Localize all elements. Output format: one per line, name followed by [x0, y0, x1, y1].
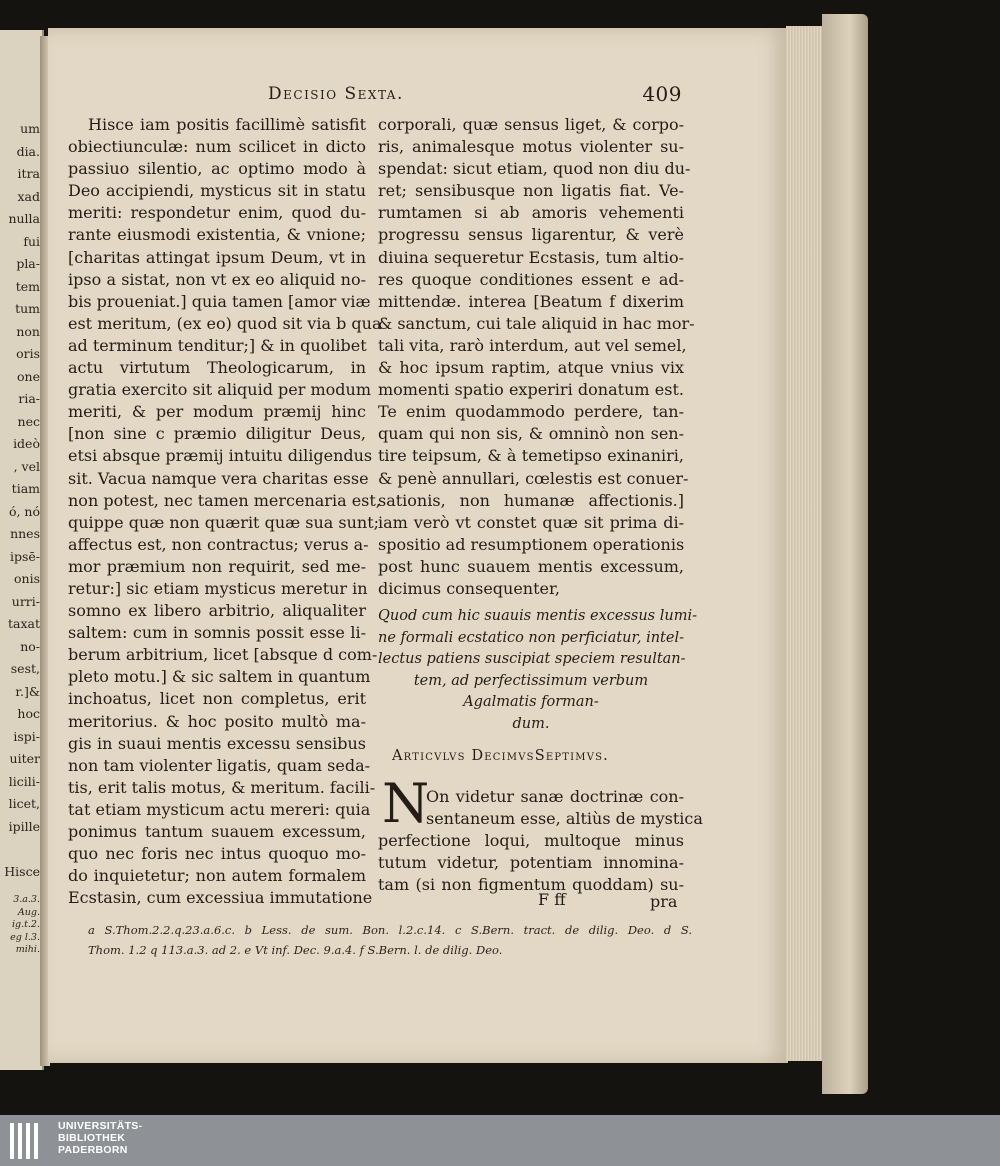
left-page-note-fragments — [0, 894, 40, 957]
left-fragment-line: nulla — [8, 211, 40, 226]
left-fragment-line: ria- — [18, 391, 40, 406]
left-fragment-line: tiam — [11, 481, 40, 496]
left-column-line: gis in suaui mentis excessu sensibus — [68, 733, 366, 753]
left-column-line: meriti, & per modum præmij hinc — [68, 402, 366, 422]
thesis-line: Agalmatis forman- — [463, 694, 599, 711]
left-fragment-note: mihi. — [15, 944, 40, 955]
left-fragment-line: licet, — [8, 796, 40, 811]
left-column-line: Ecstasin, cum excessiua immutatione — [68, 888, 373, 908]
left-column-line: gratia exercito sit aliquid per modum — [68, 380, 372, 400]
left-fragment-line: , vel — [13, 458, 40, 474]
left-column-line: retur:] sic etiam mysticus meretur in — [68, 578, 368, 598]
page-block-edges — [786, 26, 826, 1061]
left-column-line: est meritum, (ex eo) quod sit via b qua — [68, 313, 382, 333]
thesis-line: ne formali ecstatico non perficiatur, intel- — [378, 629, 684, 646]
left-page-edge — [0, 30, 44, 1070]
left-column-line: tis, erit talis motus, & meritum. facili- — [68, 777, 376, 797]
left-fragment-note: Aug. — [17, 906, 40, 918]
library-logo-text — [58, 1120, 142, 1156]
right-text-column — [378, 114, 695, 600]
left-fragment-line: non — [16, 323, 40, 339]
left-fragment-line: tum — [15, 301, 40, 316]
left-column-line: do inquietetur; non autem formalem — [68, 866, 366, 886]
left-column-line: berum arbitrium, licet [absque d com- — [68, 645, 378, 665]
left-fragment-line: oris — [16, 346, 40, 361]
left-fragment-line: no- — [20, 638, 40, 654]
left-fragment-line: nnes — [10, 526, 40, 541]
left-column-line: inchoatus, licet non completus, erit — [68, 689, 366, 709]
right-column-line: & hoc ipsum raptim, atque vnius vix — [378, 358, 684, 378]
left-column-line: Hisce iam positis facillimè satisfit — [88, 115, 366, 134]
left-fragment-line: dia. — [16, 143, 40, 159]
left-fragment-line — [0, 838, 40, 861]
right-column-line: Te enim quodammodo perdere, tan- — [378, 402, 684, 422]
left-fragment-line: xad — [17, 188, 40, 204]
left-column-line: ad terminum tenditur;] & in quolibet — [68, 335, 367, 355]
left-fragment-line: fui — [23, 233, 40, 249]
thesis-line: Quod cum hic suauis mentis excessus lumi- — [378, 608, 697, 624]
left-column-line: meriti: respondetur enim, quod du- — [68, 203, 366, 223]
left-column-line: meritorius. & hoc posito multò ma- — [68, 711, 366, 731]
left-column-line: [non sine c præmio diligitur Deus, — [68, 424, 366, 444]
right-column-line: dicimus consequenter, — [378, 578, 560, 598]
left-column-line: pleto motu.] & sic saltem in quantum — [68, 667, 371, 687]
left-fragment-line: ideò — [13, 436, 40, 451]
running-title: Decisio Sexta. — [268, 84, 404, 104]
left-column-line: etsi absque præmij intuitu diligendus — [68, 446, 373, 466]
left-fragment-line: uiter — [9, 751, 40, 766]
left-fragment-line: ispi- — [13, 728, 40, 744]
right-column-line: rumtamen si ab amoris vehementi — [378, 203, 684, 223]
left-column-line: non potest, nec tamen mercenaria est, — [68, 490, 381, 510]
left-fragment-line: pla- — [16, 256, 40, 271]
left-column-line: mor præmium non requirit, sed me- — [68, 556, 366, 576]
right-column-line: spositio ad resumptionem operationis — [378, 534, 685, 554]
footnote-line: Thom. 1.2 q 113.a.3. ad 2. e Vt inf. Dec. 9.a.4. f S.Bern. l. de dilig. Deo. — [88, 943, 503, 957]
right-column-line: spendat: sicut etiam, quod non diu du- — [378, 159, 691, 179]
left-column-line: [charitas attingat ipsum Deum, vt in — [68, 247, 366, 267]
left-fragment-line: taxat — [7, 616, 40, 631]
left-fragment-note: ig.t.2. — [11, 919, 40, 930]
logo-line-3: PADERBORN — [58, 1144, 128, 1156]
catchword: pra — [650, 892, 678, 911]
left-fragment-line: Hisce — [4, 863, 40, 879]
drop-capital: N — [382, 772, 430, 835]
right-column-line: mittendæ. interea [Beatum f dixerim — [378, 291, 684, 311]
right-column-line: tire teipsum, & à temetipso exinaniri, — [378, 446, 684, 466]
thesis-line: dum. — [512, 715, 550, 732]
left-page-fragments — [0, 118, 40, 883]
left-fragment-line: r.]& — [15, 683, 40, 699]
left-column-line: somno ex libero arbitrio, aliqualiter — [68, 601, 366, 621]
left-fragment-line: um — [20, 121, 40, 136]
left-column-line: sit. Vacua namque vera charitas esse — [68, 468, 369, 488]
article-line: tutum videtur, potentiam innomina- — [378, 853, 684, 873]
left-column-line: saltem: cum in somnis possit esse li- — [68, 623, 366, 643]
right-column-line: momenti spatio experiri donatum est. — [378, 380, 684, 400]
left-fragment-line: onis — [14, 571, 40, 586]
left-column-line: bis proueniat.] quia tamen [amor viæ — [68, 291, 371, 311]
left-fragment-line: ipille — [8, 818, 40, 834]
right-column-line: corporali, quæ sensus liget, & corpo- — [378, 115, 684, 134]
left-fragment-line: tem — [15, 278, 40, 294]
article-line: On videtur sanæ doctrinæ con- — [426, 787, 684, 806]
article-line: perfectione loqui, multoque minus — [378, 831, 684, 851]
left-fragment-note: eg l.3. — [10, 931, 40, 943]
footnote-line: a S.Thom.2.2.q.23.a.6.c. b Less. de sum. Bon. l.2.c.14. c S.Bern. tract. de dilig. Deo. d S. — [88, 923, 692, 937]
left-fragment-line: urri- — [11, 593, 40, 609]
left-column-line: non tam violenter ligatis, quam seda- — [68, 755, 371, 775]
left-fragment-note: 3.a.3. — [13, 894, 40, 905]
right-column-line: & penè annullari, cœlestis est conuer- — [378, 468, 689, 488]
left-column-line: actu virtutum Theologicarum, in — [68, 358, 366, 378]
article-line: sentaneum esse, altiùs de mystica — [426, 809, 703, 829]
left-column-line: obiectiunculæ: num scilicet in dicto — [68, 137, 366, 157]
right-column-line: ris, animalesque motus violenter su- — [378, 137, 684, 157]
left-fragment-line: ó, nó — [8, 503, 40, 519]
right-column-line: & sanctum, cui tale aliquid in hac mor- — [378, 313, 695, 333]
signature-mark: F ff — [538, 890, 566, 909]
right-column-line: quam qui non sis, & omninò non sen- — [378, 424, 684, 444]
right-column-line: iam verò vt constet quæ sit prima di- — [378, 512, 684, 532]
left-fragment-line: hoc — [17, 706, 40, 721]
thesis-line: tem, ad perfectissimum verbum — [413, 672, 649, 689]
left-column-line: ponimus tantum suauem excessum, — [68, 822, 366, 841]
running-header — [268, 84, 688, 110]
left-column-line: ipso a sistat, non vt ex eo aliquid no- — [68, 269, 366, 289]
left-fragment-line: one — [17, 368, 40, 384]
right-column-line: post hunc suauem mentis excessum, — [378, 556, 684, 576]
left-column-line: passiuo silentio, ac optimo modo à — [68, 159, 366, 179]
right-column-line: sationis, non humanæ affectionis.] — [378, 490, 684, 510]
right-column-line: ret; sensibusque non ligatis fiat. Ve- — [378, 181, 684, 201]
left-column-line: Deo accipiendi, mysticus sit in statu — [68, 181, 366, 201]
article-heading: Articvlvs DecimvsSeptimvs. — [392, 748, 609, 764]
logo-line-1: UNIVERSITÄTS- — [58, 1120, 143, 1132]
logo-line-2: BIBLIOTHEK — [58, 1132, 126, 1144]
left-column-line: rante eiusmodi existentia, & vnione; — [68, 225, 366, 245]
left-column-line: quo nec foris nec intus quoquo mo- — [68, 844, 366, 864]
library-logo-icon — [10, 1121, 46, 1161]
footnotes — [88, 920, 692, 960]
right-column-line: diuina sequeretur Ecstasis, tum altio- — [378, 247, 684, 267]
right-column-line: res quoque conditiones essent e ad- — [378, 269, 684, 289]
library-footer — [0, 1115, 1000, 1166]
left-fragment-line: ipsē- — [9, 548, 40, 564]
book-cover-edge — [822, 14, 868, 1094]
article-line: tam (si non figmentum quoddam) su- — [378, 875, 684, 895]
left-text-column — [68, 114, 382, 909]
left-column-line: tat etiam mysticum actu mereri: quia — [68, 799, 371, 819]
right-column-line: tali vita, rarò interdum, aut vel semel, — [378, 335, 687, 355]
thesis-line: lectus patiens suscipiat speciem resultan- — [378, 651, 686, 668]
article-body — [378, 786, 703, 896]
left-column-line: quippe quæ non quærit quæ sua sunt; — [68, 512, 380, 532]
left-fragment-line: nec — [17, 413, 40, 429]
left-fragment-line: itra — [17, 166, 40, 181]
left-column-line: affectus est, non contractus; verus a- — [68, 534, 369, 554]
page-number: 409 — [642, 82, 682, 106]
left-fragment-line: licili- — [8, 773, 40, 789]
right-column-line: progressu sensus ligarentur, & verè — [378, 225, 684, 245]
left-fragment-line: sest, — [10, 661, 40, 676]
thesis-statement — [378, 606, 697, 736]
